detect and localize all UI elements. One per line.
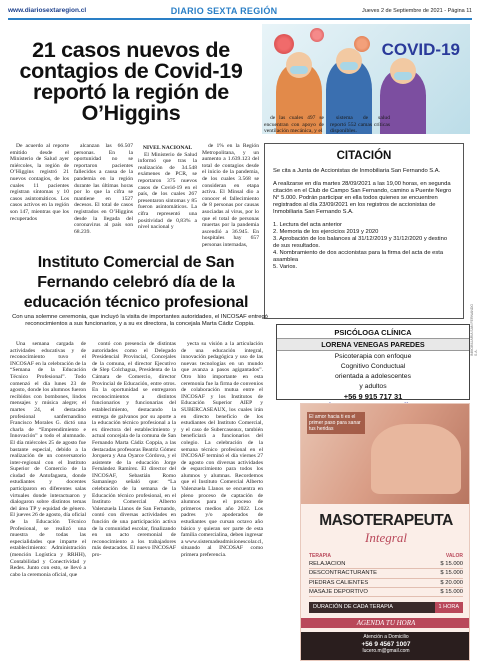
psicologa-phone[interactable]: +56 9 915 717 31 xyxy=(343,392,403,401)
instituto-column-1: Una semana cargada de actividades educativas y de reconocimiento tuvo el INCOSAF en la celebración de la “Semana de la Educación Técnico Profesional”. Todo comenzó el día lunes 23 de agosto, donde los alumnos fueron recibidos con bombones, lindos mensajes y música alegre; el martes 24, el destacado profesional sanfernandino Francisco Morales G. dictó una charla de “Emprendimiento e Innovación” a todo el alumnado. El día miércoles 25 de agosto fue bastante especial, debido a la realización de un conversatorio inter-regional con el Instituto Superior de Comercio de la ciudad de Antofagasta, donde estudiantes y docentes participaron en diferentes salas virtuales donde interactuaron y dialogaron sobre distintos temas del área TP y equidad de género. El jueves 26 de agosto, día oficial de la Educación Técnico Profesional, se realizó una muestra de todas las especialidades que imparte el establecimiento: Administración (mención Logística y RRHH), Contabilidad y Conectividad y Redes. Junto con esto, se llevó a cabo la ceremonia oficial, que xyxy=(10,341,86,578)
citacion-title: CITACIÓN xyxy=(336,150,392,162)
psicologa-ad xyxy=(276,324,470,400)
mask-icon xyxy=(340,62,358,70)
page-header xyxy=(8,4,472,17)
psicologa-line: Psicoterapia con enfoque xyxy=(334,353,412,360)
newspaper-brand: DIARIO SEXTA REGIÓN xyxy=(170,5,278,16)
list-item: PIEDRAS CALIENTES $ 20.000 xyxy=(309,579,463,588)
list-item: 1. Lectura del acta anterior xyxy=(273,222,342,228)
covid-column-4: de 1% en la Región Metropolitana, y un aumento a 1.639.123 del total de contagios desde el inicio de la pandemia, de los cuales 3.568 se consideran en etapa activa. El Minsal dio a conocer el fallecimiento de 8 personas por causas asociadas al virus, por lo que el total de personas muertas por la pandemia ascendió a 36.945. En hospitales hay 657 personas internadas, xyxy=(202,143,259,248)
back-shape xyxy=(371,424,461,494)
mask-icon xyxy=(394,72,412,80)
citacion-notice xyxy=(264,143,464,319)
citacion-intro: Se cita a Junta de Accionistas de Inmobiliaria San Fernando S.A. xyxy=(273,168,441,174)
agenda-banner: AGENDA TU HORA xyxy=(301,618,470,628)
list-item: DESCONTRACTURANTE $ 15.000 xyxy=(309,569,463,578)
masoterapia-phone[interactable]: +56 9 4567 1007 xyxy=(361,641,411,648)
face-icon xyxy=(390,58,416,84)
list-item: 3. Aprobación de los balances al 31/12/2019 y 31/12/2020 y destino de sus resultados. xyxy=(273,236,448,249)
col-terapia: TERAPIA xyxy=(309,553,331,559)
citacion-agenda-list xyxy=(273,222,455,271)
masoterapia-tagline: El amor hacia ti es el primer paso para sanar tus heridas xyxy=(307,412,365,434)
list-item: RELAJACION $ 15.000 xyxy=(309,560,463,569)
virus-icon xyxy=(274,34,294,54)
masoterapia-subtitle: Integral xyxy=(365,530,407,545)
instituto-column-2: contó con presencia de distintas autoridades como el Delegado Presidencial Provincial, Concejales de la comuna, el director Ejecutivo de Slep Colchagua, Presidenta de la Cámara de Comercio, director Provincial de Educación, entre otros. En la oportunidad se entregaron reconocimientos a distintos funcionarios y funcionarias del establecimiento, destacando la entrega de galvanos por su aporte a la educación técnico profesional a la ex directora del establecimiento y actual concejala de la comuna de San Fernando Marta Cádiz Coppia, a las destacadas profesoras Beatriz Gómez Jorquera y Ana Oyarce Córdova, y el asistente de la educación Jorge Fernández Ramírez. El director del INCOSAF, Sebastián Romo Samaniego señaló que: “La celebración de la semana de la Educación técnico profesional, en el Instituto Comercial Alberto Valenzuela Llanos de San Fernando, contó con diversas actividades en función de una participación activa de la comunidad escolar, finalizando en un acto ceremonial de reconocimiento a los trabajadores más destacados. El nuevo INCOSAF pro- xyxy=(92,341,176,558)
mask-icon xyxy=(290,66,308,74)
psicologa-line: orientada a adolescentes xyxy=(335,373,411,380)
instituto-lead: Con una solemne ceremonia, que incluyó la visita de importantes autoridades, el INCOSAF entregó reconocimientos a sus funcionarios, y a su ex directora, la concejala Marta Cádiz Coppia. xyxy=(12,314,268,327)
virus-icon xyxy=(310,28,324,42)
face-icon xyxy=(286,52,312,78)
col-valor: VALOR xyxy=(445,553,463,559)
massage-photo xyxy=(301,404,470,504)
home-service: Atención a Domicilio xyxy=(363,634,409,640)
duration-bar: DURACIÓN DE CADA TERAPIA 1 HORA xyxy=(309,602,463,613)
instituto-headline: Instituto Comercial de San Fernando celebró día de la educación técnico profesional xyxy=(23,254,249,311)
citacion-body: A realizarse en día martes 28/09/2021 a las 19,00 horas, en segunda citación en el Club de Campo San Fernando, camino a Puente Negro N° 5.000. Podrán participar en ella todos quienes se encuentren registrados al día 23/09/2021 en los registros de accionistas de Inmobiliaria San Fernando S.A. xyxy=(273,181,452,215)
face-icon xyxy=(336,48,362,74)
website-url[interactable]: www.diariosextaregion.cl xyxy=(8,7,87,14)
covid-column-2: alcanzan las 66.507 personas. En la oportunidad no se reportaron pacientes fallecidos a causa de la pandemia en la región durante las últimas horas por lo que la cifra se mantiene en 1527 decesos. El total de casos registrados en O’Higgins desde la llegada del coronavirus al país son 68.239. xyxy=(74,143,133,235)
duration-value: 1 HORA xyxy=(435,602,463,613)
page-date: Jueves 2 de Septiembre de 2021 - Página 11 xyxy=(362,7,472,14)
therapy-price-list xyxy=(309,552,463,597)
covid-column-1: De acuerdo al reporte emitido desde el Ministerio de Salud ayer miércoles, la región de O’Higgins registró 21 nuevos contagios, de los cuales 11 pacientes registran síntomas y 10 casos asintomáticos. Los casos activos en la región son 147, mientras que los recuperados xyxy=(10,143,69,222)
covid-column-6: sistema de salud reportó 552 camas críticas disponibles. xyxy=(330,115,390,135)
psicologa-title: PSICÓLOGA CLÍNICA xyxy=(334,328,412,337)
list-item: MASAJE DEPORTIVO $ 15.000 xyxy=(309,588,463,597)
psicologa-line: y adultos xyxy=(359,383,387,390)
masoterapia-email[interactable]: lucero.m@gmail.com xyxy=(362,648,410,654)
side-caption: INMOBILIARIA SAN FERNANDO S.A. xyxy=(470,303,478,356)
masoterapia-title: MASOTERAPEUTA xyxy=(319,512,453,529)
header-divider xyxy=(8,18,472,20)
psicologa-line: Cognitivo Conductual xyxy=(340,363,406,370)
list-item: 2. Memoria de los ejercicios 2019 y 2020 xyxy=(273,229,379,235)
list-item: 4. Nombramiento de dos accionistas para la firma del acta de esta asamblea xyxy=(273,250,444,263)
instituto-column-3: yecta su visión a la articulación de una educación integral, innovación pedagógica y uso de las nuevas tecnologías en un mundo que avanza a pasos agigantados”. Otro hito importante en esta ceremonia fue la firma de convenios de colaboración mutua entre el INCOSAF y los Institutos de Educación Superior AIEP y SUBERCASEAUX, los cuales irán en directo beneficio de los estudiantes del Instituto Comercial, y el caso de Subercaseaux, también beneficiará a funcionarios del colegio. La celebración de la semana técnico profesional en el INCOSAF terminó el día viernes 27 de agosto con diversas actividades de esparcimiento para todos los alumnos y alumnas. Recordemos que el Instituto Comercial Alberto Valenzuela Llanos se encuentra en pleno proceso de captación de alumnos para el proceso de primeros medios año 2022. Los padres y/o apoderados de estudiantes que cursan octavo año básico y quieran ser parte de esta familia comercialina, deben ingresar a www.sistemadeadmisionescolar.cl, situando al INCOSAF como primera preferencia. xyxy=(181,341,263,558)
price-list-header xyxy=(309,552,463,560)
covid-column-3: NIVEL NACIONAL El Ministerio de Salud informó que tras la realización de 34.548 exámenes de PCR, se reportaron 375 nuevos casos de Covid-19 en el país, de los cuales 267 presentaron síntomas y 85 fueron asintomáticos. La cifra representó una positividad de 0,83% a nivel nacional y xyxy=(138,145,197,231)
masoterapia-footer xyxy=(301,632,470,661)
masoterapia-ad xyxy=(300,403,470,661)
covid-headline: 21 casos nuevos de contagios de Covid-19 reportó la región de O’Higgins xyxy=(19,38,243,125)
covid-column-5: de las cuales 497 se encuentran con apoyo de ventilación mecánica, y el xyxy=(264,115,324,135)
list-item: 5. Varios. xyxy=(273,264,298,270)
covid-subheading: NIVEL NACIONAL xyxy=(142,145,193,151)
psicologa-name: LORENA VENEGAS PAREDES xyxy=(277,338,469,351)
covid-image-title: COVID-19 xyxy=(381,40,460,59)
